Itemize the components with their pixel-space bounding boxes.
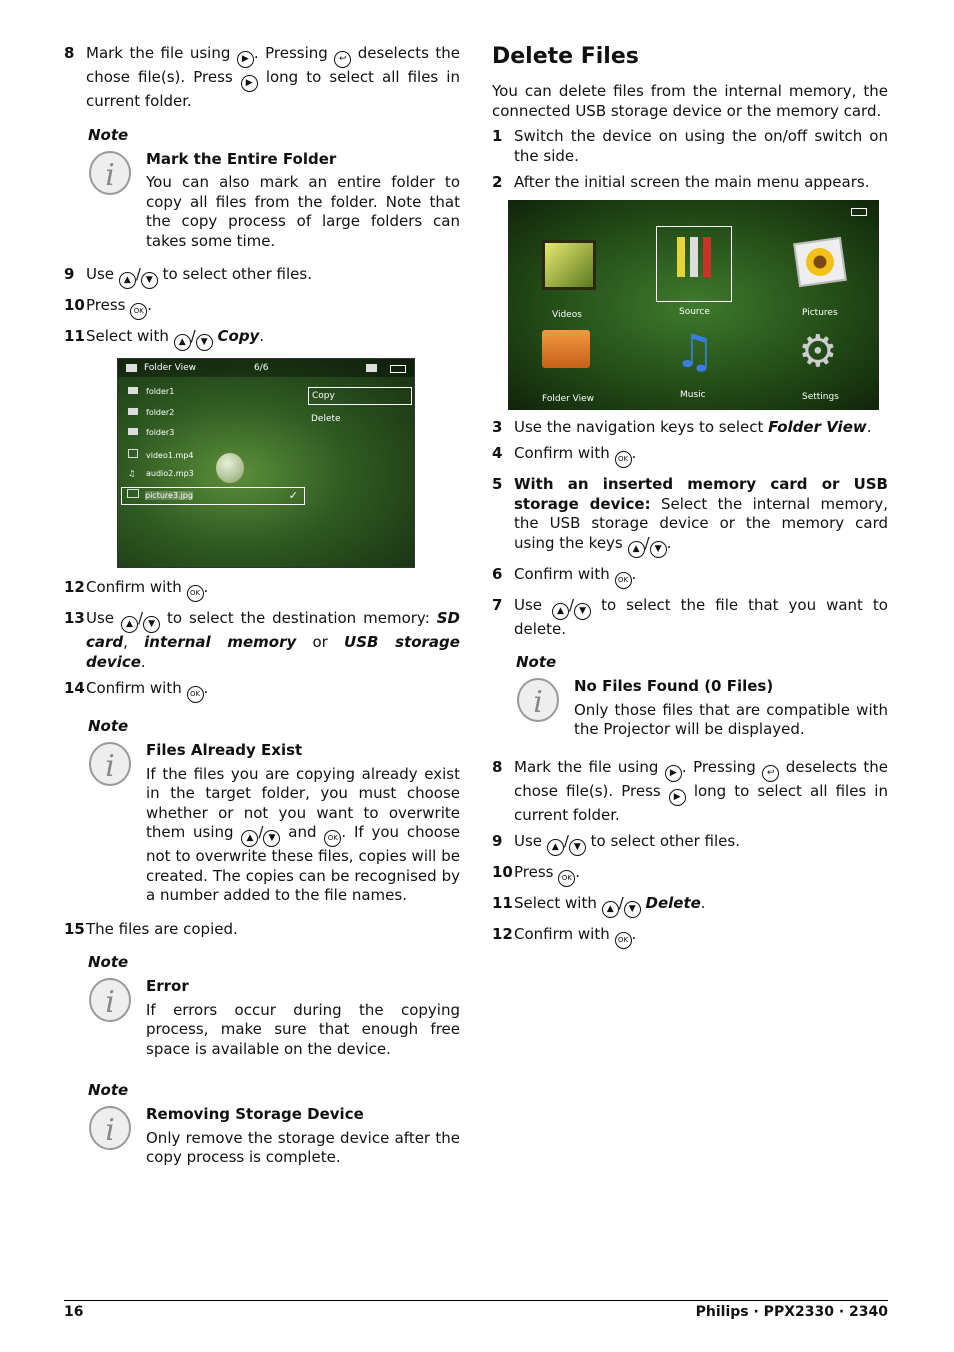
- up-key-icon: ▲: [628, 541, 645, 558]
- file-count: 6/6: [254, 363, 269, 373]
- music-note-icon: ♫: [674, 323, 716, 378]
- step-14: 14 Confirm with OK .: [64, 679, 460, 703]
- step-10: 10 Press OK .: [64, 296, 460, 320]
- svg-text:i: i: [105, 157, 115, 193]
- step-1: 1 Switch the device on using the on/off switch on the side.: [492, 127, 888, 165]
- info-icon: [88, 977, 146, 1059]
- note-error: Note i Error If errors occur during the copying process, make sure that enough free space is available on the device.: [88, 953, 460, 1058]
- step-8: 8 Mark the file using ▶ . Pressing ↩ deselects the chose file(s). Press ▶ long to select all files in current folder.: [64, 44, 460, 110]
- menu-item-videos[interactable]: Videos: [526, 240, 596, 320]
- note-label: Note: [88, 125, 129, 144]
- up-key-icon: ▲: [241, 830, 258, 847]
- back-key-icon: ↩: [334, 51, 351, 68]
- up-key-icon: ▲: [119, 272, 136, 289]
- down-key-icon: ▼: [650, 541, 667, 558]
- folder-view-title: Folder View: [144, 363, 197, 373]
- step-12: 12 Confirm with OK .: [64, 578, 460, 602]
- note-files-exist: Note i Files Already Exist If the files you are copying already exist in the target folder, you must choose whether or not you want to overwrite them using ▲ / ▼ and OK . If you choose not to overwrite these files, copies will be created. The copies can be recognised by a number added to the file names.: [88, 717, 460, 904]
- file-row[interactable]: video1.mp4: [128, 449, 194, 470]
- menu-item-settings[interactable]: ⚙ Settings: [794, 330, 854, 402]
- step-9: 9 Use ▲ / ▼ to select other files.: [492, 832, 888, 856]
- decorative-droplet: [216, 453, 244, 483]
- right-column: [492, 44, 888, 956]
- note-text: You can also mark an entire folder to copy all files from the folder. Note that the copy process of large folders can takes some time.: [146, 173, 460, 250]
- svg-text:i: i: [105, 1113, 115, 1148]
- ok-key-icon: OK: [187, 585, 204, 602]
- back-key-icon: ↩: [762, 765, 779, 782]
- file-row[interactable]: folder1: [128, 387, 194, 408]
- up-key-icon: ▲: [121, 616, 138, 633]
- file-row[interactable]: folder2: [128, 408, 194, 429]
- picture-icon: [793, 236, 847, 286]
- step-10: 10 Press OK .: [492, 863, 888, 887]
- battery-icon: [390, 365, 406, 373]
- note-no-files: Note i No Files Found (0 Files) Only those files that are compatible with the Projector will be displayed.: [516, 653, 888, 738]
- step-4: 4 Confirm with OK .: [492, 444, 888, 468]
- up-key-icon: ▲: [174, 334, 191, 351]
- info-icon: [516, 677, 574, 740]
- right-key-icon: ▶: [241, 75, 258, 92]
- info-icon: [88, 150, 146, 252]
- step-11: 11 Select with ▲ / ▼ Copy.: [64, 327, 460, 351]
- menu-item-music[interactable]: ♫ Music: [668, 328, 728, 400]
- right-key-icon: ▶: [665, 765, 682, 782]
- menu-item-source[interactable]: Source: [656, 226, 732, 302]
- ok-key-icon: OK: [187, 686, 204, 703]
- step-11: 11 Select with ▲ / ▼ Delete.: [492, 894, 888, 918]
- menu-item-folder-view[interactable]: Folder View: [536, 330, 616, 404]
- down-key-icon: ▼: [263, 830, 280, 847]
- up-key-icon: ▲: [602, 901, 619, 918]
- page-number: 16: [64, 1304, 84, 1320]
- down-key-icon: ▼: [143, 616, 160, 633]
- up-key-icon: ▲: [552, 603, 569, 620]
- selected-file-row[interactable]: picture3.jpg ✓: [121, 487, 305, 505]
- intro-text: You can delete files from the internal memory, the connected USB storage device or the memory card.: [492, 82, 888, 120]
- menu-item-delete[interactable]: Delete: [311, 414, 341, 424]
- ok-key-icon: OK: [615, 932, 632, 949]
- folder-icon: [126, 364, 137, 372]
- info-icon: [88, 1105, 146, 1168]
- music-note-icon: ♫: [128, 469, 136, 478]
- folder-icon: [128, 408, 138, 415]
- product-name: Philips · PPX2330 · 2340: [695, 1304, 888, 1320]
- gear-icon: ⚙: [798, 325, 838, 377]
- av-cable-icon: [677, 237, 711, 285]
- note-text: Only remove the storage device after the copy process is complete.: [146, 1128, 460, 1166]
- step-15: 15 The files are copied.: [64, 919, 238, 938]
- svg-text:i: i: [105, 749, 115, 784]
- down-key-icon: ▼: [141, 272, 158, 289]
- menu-item-pictures[interactable]: Pictures: [790, 240, 860, 318]
- note-text: Only those files that are compatible with the Projector will be displayed.: [574, 700, 888, 738]
- page-footer: [64, 1300, 888, 1320]
- file-row[interactable]: ♫ audio2.mp3: [128, 469, 194, 478]
- right-key-icon: ▶: [669, 789, 686, 806]
- main-menu-screenshot: [508, 200, 879, 410]
- down-key-icon: ▼: [624, 901, 641, 918]
- ok-key-icon: OK: [558, 870, 575, 887]
- up-key-icon: ▲: [547, 839, 564, 856]
- film-icon: [542, 240, 596, 290]
- note-title: Mark the Entire Folder: [146, 149, 337, 168]
- step-number: 8: [64, 44, 75, 62]
- folder-icon: [128, 428, 138, 435]
- down-key-icon: ▼: [569, 839, 586, 856]
- info-icon: [88, 741, 146, 906]
- step-8: 8 Mark the file using ▶ . Pressing ↩ deselects the chose file(s). Press ▶ long to select all files in current folder.: [492, 757, 888, 824]
- folder-icon: [542, 330, 590, 368]
- left-column: [64, 44, 460, 1182]
- step-13: 13 Use ▲ / ▼ to select the destination memory: SD card, internal memory or USB storage device.: [64, 609, 461, 671]
- step-5: 5 With an inserted memory card or USB storage device: Select the internal memory, the USB storage device or the memory card using the keys ▲ / ▼ .: [492, 475, 888, 558]
- video-file-icon: [128, 449, 138, 458]
- down-key-icon: ▼: [196, 334, 213, 351]
- folder-icon: [128, 387, 138, 394]
- note-mark-folder: [88, 126, 460, 252]
- down-key-icon: ▼: [574, 603, 591, 620]
- menu-item-copy[interactable]: Copy: [308, 387, 412, 405]
- folder-icon: [366, 364, 377, 372]
- step-3: 3 Use the navigation keys to select Folder View.: [492, 417, 872, 436]
- note-text: If errors occur during the copying process, make sure that enough free space is available on the device.: [146, 1000, 460, 1058]
- note-removing-storage: Note i Removing Storage Device Only remove the storage device after the copy process is complete.: [88, 1081, 460, 1166]
- step-6: 6 Confirm with OK .: [492, 565, 888, 589]
- check-icon: ✓: [288, 489, 298, 502]
- battery-icon: [851, 208, 867, 216]
- step-9: 9 Use ▲ / ▼ to select other files.: [64, 265, 460, 289]
- file-row[interactable]: folder3: [128, 428, 194, 449]
- ok-key-icon: OK: [615, 451, 632, 468]
- context-menu: [308, 387, 412, 427]
- note-text: If the files you are copying already exist in the target folder, you must choose whether or not you want to overwrite them using ▲ / ▼ and OK . If you choose not to overwrite these files, copies will be created. The copies can be recognised by a number added to the file names.: [146, 764, 460, 904]
- section-heading: Delete Files: [492, 44, 639, 69]
- ok-key-icon: OK: [324, 830, 341, 847]
- right-key-icon: ▶: [237, 51, 254, 68]
- picture-file-icon: [127, 489, 139, 498]
- step-12: 12 Confirm with OK .: [492, 925, 888, 949]
- folder-view-screenshot: [117, 358, 415, 568]
- step-2: 2 After the initial screen the main menu appears.: [492, 173, 870, 191]
- svg-text:i: i: [105, 985, 115, 1020]
- svg-text:i: i: [533, 685, 543, 720]
- step-7: 7 Use ▲ / ▼ to select the file that you want to delete.: [492, 595, 888, 638]
- ok-key-icon: OK: [130, 303, 147, 320]
- ok-key-icon: OK: [615, 572, 632, 589]
